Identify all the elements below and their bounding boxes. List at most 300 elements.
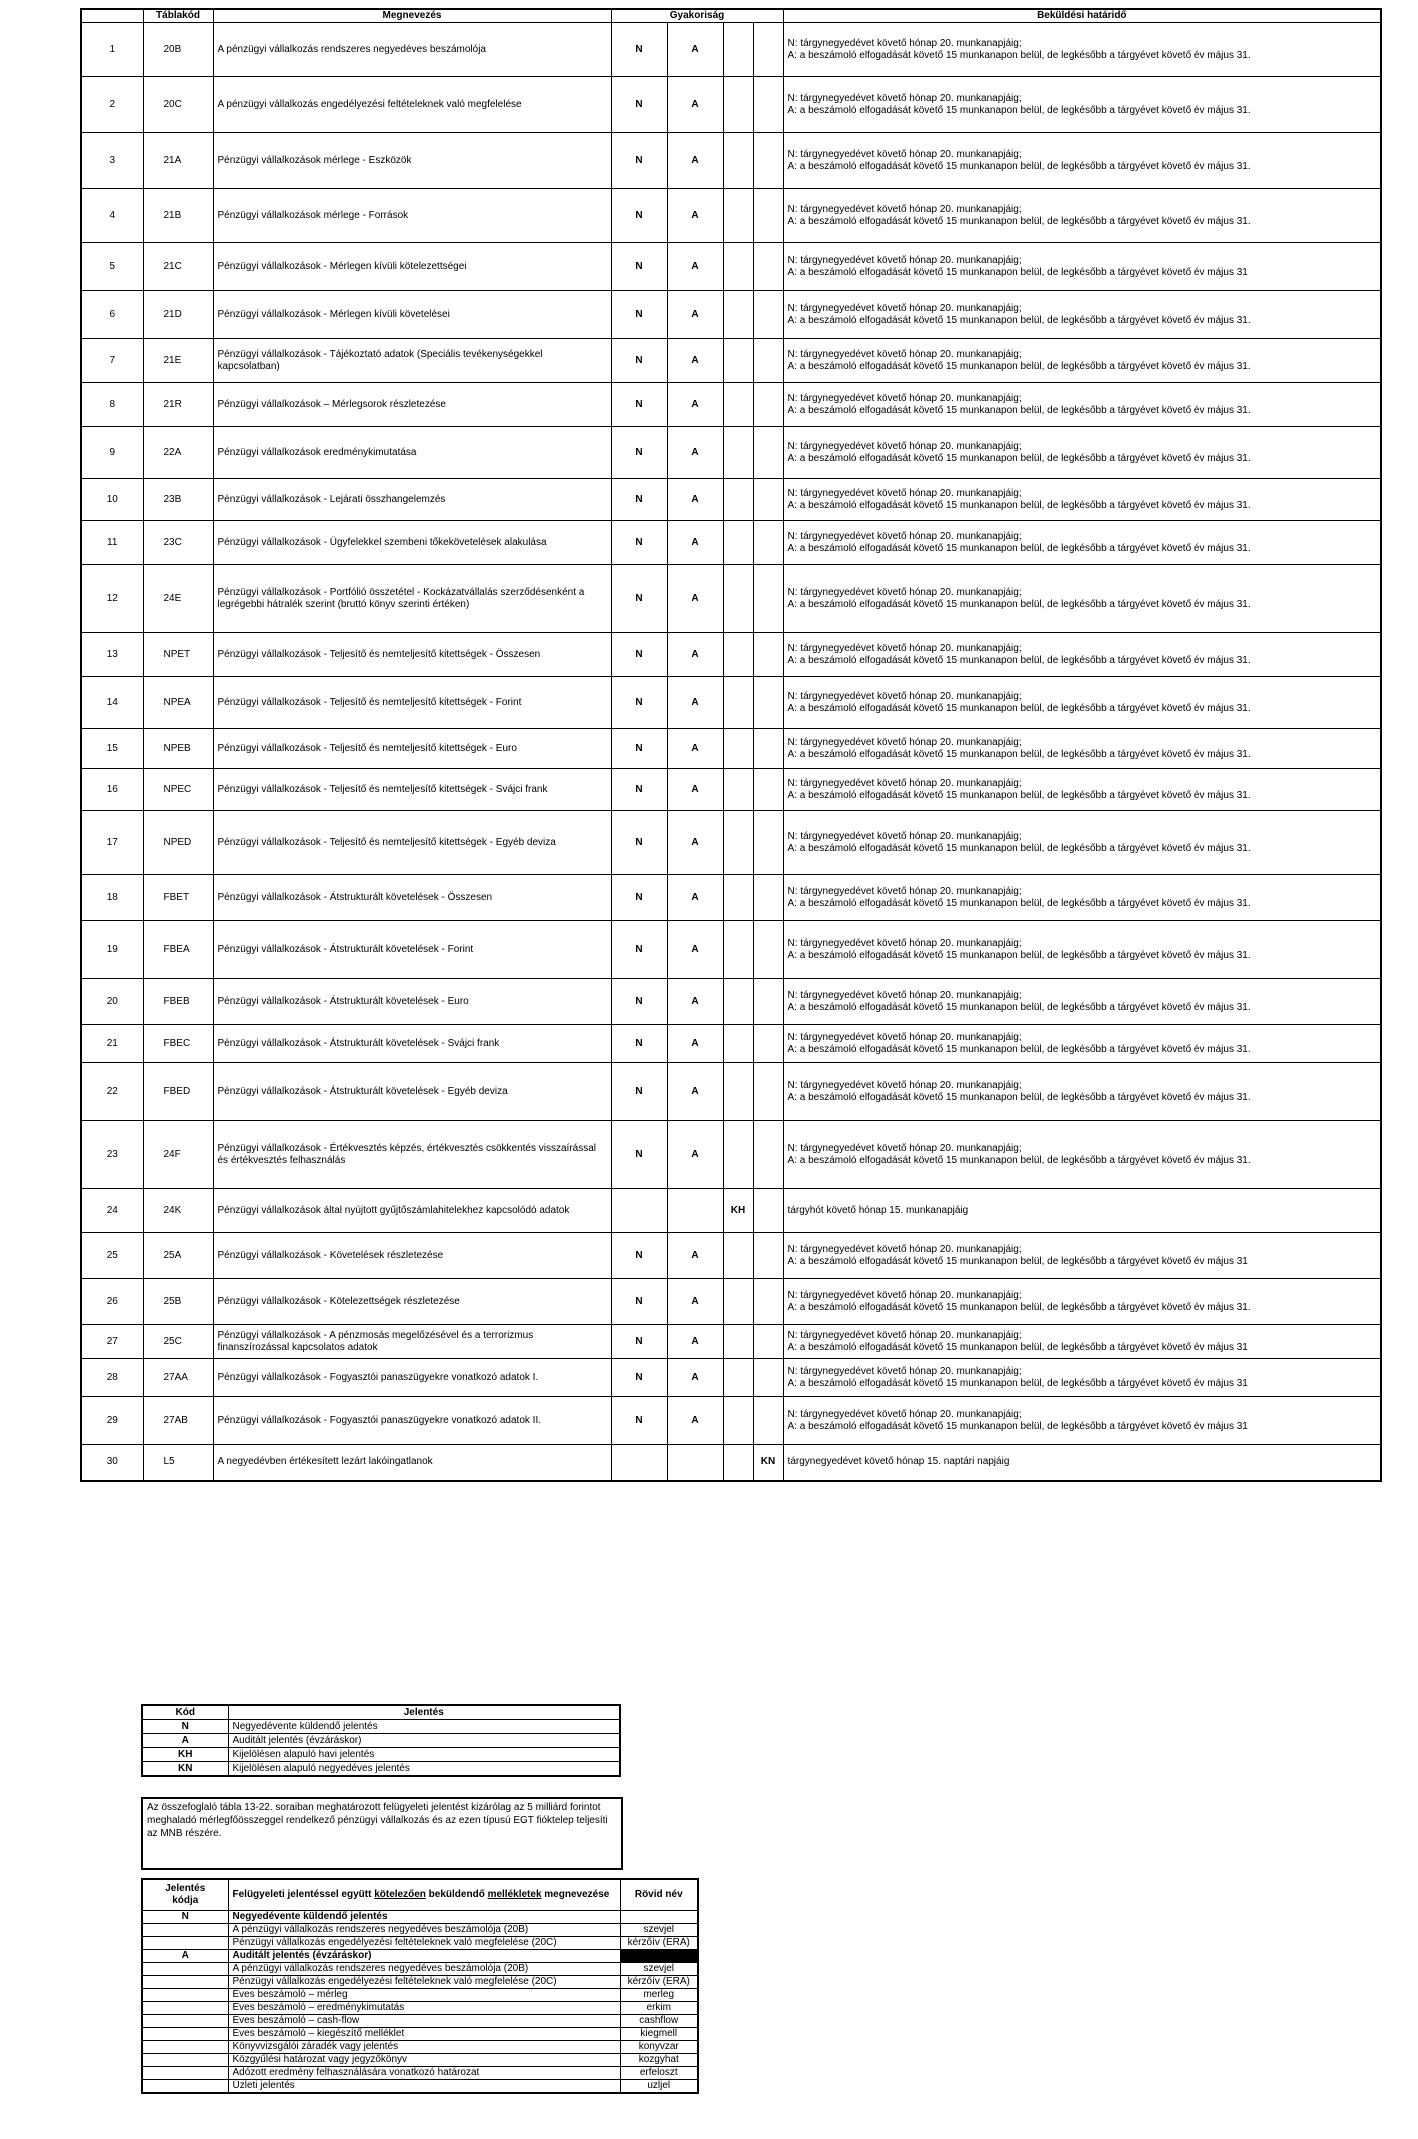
- table-name: Pénzügyi vállalkozások - Átstrukturált követelések - Összesen: [213, 875, 611, 921]
- frequency-kh: [723, 1025, 753, 1063]
- frequency-n: N: [611, 243, 667, 291]
- deadline-line-1: N: tárgynegyedévet követő hónap 20. munkanapjáig;: [787, 302, 1022, 314]
- frequency-a: A: [667, 1397, 723, 1445]
- deadline-cell: [783, 1325, 1381, 1359]
- table-name: Pénzügyi vállalkozások mérlege - Eszközök: [213, 133, 611, 189]
- row-number: 29: [81, 1397, 143, 1445]
- frequency-n: N: [611, 1325, 667, 1359]
- attachment-code: [142, 2041, 228, 2054]
- table-row: [81, 291, 1381, 339]
- deadline-line-2: A: a beszámoló elfogadását követő 15 munkanapon belül, de legkésőbb a tárgyévet követő év május 31.: [787, 654, 1251, 666]
- attachment-name: A pénzügyi vállalkozás rendszeres negyedéves beszámolója (20B): [228, 1924, 620, 1937]
- table-code: 22A: [143, 427, 213, 479]
- table-code: 20C: [143, 77, 213, 133]
- row-number: 5: [81, 243, 143, 291]
- table-name: Pénzügyi vállalkozások - Átstrukturált követelések - Svájci frank: [213, 1025, 611, 1063]
- note-box: [141, 1797, 623, 1870]
- deadline-cell: [783, 291, 1381, 339]
- table-name: Pénzügyi vállalkozások - Mérlegen kívüli kötelezettségei: [213, 243, 611, 291]
- table-name: Pénzügyi vállalkozások - Ügyfelekkel szembeni tőkekövetelések alakulása: [213, 521, 611, 565]
- deadline-line-2: A: a beszámoló elfogadását követő 15 munkanapon belül, de legkésőbb a tárgyévet követő év május 31.: [787, 1154, 1251, 1166]
- table-code: 21B: [143, 189, 213, 243]
- attachment-name: Pénzügyi vállalkozás engedélyezési feltételeknek való megfelelése (20C): [228, 1937, 620, 1950]
- table-code: 23C: [143, 521, 213, 565]
- frequency-kn: KN: [753, 1445, 783, 1481]
- attachments-header-rovid: Rövid név: [620, 1879, 698, 1911]
- table-row: [81, 875, 1381, 921]
- frequency-kh: [723, 1397, 753, 1445]
- frequency-kh: [723, 921, 753, 979]
- frequency-a: A: [667, 875, 723, 921]
- frequency-kh: [723, 339, 753, 383]
- row-number: 18: [81, 875, 143, 921]
- frequency-kh: [723, 77, 753, 133]
- attachment-short-name: merleg: [620, 1989, 698, 2002]
- deadline-line-1: N: tárgynegyedévet követő hónap 20. munkanapjáig;: [787, 92, 1022, 104]
- attachment-name: Éves beszámoló – cash-flow: [228, 2015, 620, 2028]
- frequency-kn: [753, 339, 783, 383]
- row-number: 23: [81, 1121, 143, 1189]
- attachments-section-row: [142, 1950, 698, 1963]
- attachment-short-name: uzljel: [620, 2080, 698, 2094]
- attachment-short-name: szevjel: [620, 1924, 698, 1937]
- legend-table: [141, 1704, 621, 1777]
- attachment-name: A pénzügyi vállalkozás rendszeres negyedéves beszámolója (20B): [228, 1963, 620, 1976]
- table-name: A negyedévben értékesített lezárt lakóingatlanok: [213, 1445, 611, 1481]
- deadline-cell: [783, 133, 1381, 189]
- frequency-kn: [753, 677, 783, 729]
- attachments-row: [142, 2015, 698, 2028]
- frequency-n: N: [611, 565, 667, 633]
- header-gyakorisag: Gyakoriság: [611, 9, 783, 23]
- legend-code: A: [142, 1734, 228, 1748]
- table-row: [81, 921, 1381, 979]
- frequency-n: N: [611, 875, 667, 921]
- legend-description: Auditált jelentés (évzáráskor): [228, 1734, 620, 1748]
- frequency-kn: [753, 23, 783, 77]
- frequency-a: A: [667, 1025, 723, 1063]
- row-number: 28: [81, 1359, 143, 1397]
- deadline-line-2: A: a beszámoló elfogadását követő 15 munkanapon belül, de legkésőbb a tárgyévet követő év május 31: [787, 1377, 1248, 1389]
- deadline-cell: [783, 729, 1381, 769]
- table-name: Pénzügyi vállalkozások - Portfólió összetétel - Kockázatvállalás szerződésenként a legrégebbi hátralék szerint (bruttó könyv szerinti értéken): [213, 565, 611, 633]
- frequency-a: A: [667, 521, 723, 565]
- attachment-code: [142, 1924, 228, 1937]
- frequency-a: A: [667, 979, 723, 1025]
- frequency-a: A: [667, 811, 723, 875]
- table-row: [81, 1279, 1381, 1325]
- deadline-cell: [783, 189, 1381, 243]
- frequency-kh: [723, 479, 753, 521]
- deadline-line-1: N: tárgynegyedévet követő hónap 20. munkanapjáig;: [787, 885, 1022, 897]
- attachments-row: [142, 1924, 698, 1937]
- table-name: Pénzügyi vállalkozások - Értékvesztés képzés, értékvesztés csökkentés visszaírással és értékvesztés felhasználás: [213, 1121, 611, 1189]
- deadline-cell: [783, 1121, 1381, 1189]
- table-header-row: [81, 9, 1381, 23]
- frequency-kn: [753, 875, 783, 921]
- frequency-kh: [723, 291, 753, 339]
- reporting-table: [80, 8, 1382, 1482]
- frequency-n: N: [611, 677, 667, 729]
- legend-header-kod: Kód: [142, 1705, 228, 1720]
- frequency-a: A: [667, 479, 723, 521]
- frequency-kn: [753, 729, 783, 769]
- frequency-kn: [753, 1233, 783, 1279]
- header-number: [81, 9, 143, 23]
- attachments-header-kod-line1: Jelentés: [165, 1883, 206, 1894]
- deadline-cell: [783, 1359, 1381, 1397]
- frequency-kn: [753, 565, 783, 633]
- deadline-cell: [783, 521, 1381, 565]
- frequency-kh: [723, 189, 753, 243]
- frequency-n: N: [611, 769, 667, 811]
- deadline-line-2: A: a beszámoló elfogadását követő 15 munkanapon belül, de legkésőbb a tárgyévet követő év május 31.: [787, 1301, 1251, 1313]
- attachments-row: [142, 2067, 698, 2080]
- deadline-cell: [783, 921, 1381, 979]
- deadline-line-2: A: a beszámoló elfogadását követő 15 munkanapon belül, de legkésőbb a tárgyévet követő év május 31.: [787, 789, 1251, 801]
- deadline-line-1: N: tárgynegyedévet követő hónap 20. munkanapjáig;: [787, 440, 1022, 452]
- table-code: 25B: [143, 1279, 213, 1325]
- frequency-n: N: [611, 427, 667, 479]
- table-code: L5: [143, 1445, 213, 1481]
- deadline-line-1: N: tárgynegyedévet követő hónap 20. munkanapjáig;: [787, 530, 1022, 542]
- frequency-a: [667, 1189, 723, 1233]
- table-name: Pénzügyi vállalkozások - Fogyasztói panaszügyekre vonatkozó adatok II.: [213, 1397, 611, 1445]
- frequency-kh: [723, 243, 753, 291]
- frequency-kh: [723, 23, 753, 77]
- frequency-kn: [753, 1063, 783, 1121]
- attachment-code: N: [142, 1911, 228, 1924]
- frequency-a: A: [667, 23, 723, 77]
- frequency-a: A: [667, 565, 723, 633]
- attachments-row: [142, 1963, 698, 1976]
- table-name: A pénzügyi vállalkozás rendszeres negyedéves beszámolója: [213, 23, 611, 77]
- table-row: [81, 1359, 1381, 1397]
- table-code: NPET: [143, 633, 213, 677]
- attachment-short-name: kiegmell: [620, 2028, 698, 2041]
- deadline-line-2: A: a beszámoló elfogadását követő 15 munkanapon belül, de legkésőbb a tárgyévet követő év május 31.: [787, 452, 1251, 464]
- frequency-a: A: [667, 189, 723, 243]
- attachments-header-row: [142, 1879, 698, 1911]
- row-number: 13: [81, 633, 143, 677]
- deadline-line-1: N: tárgynegyedévet követő hónap 20. munkanapjáig;: [787, 1289, 1022, 1301]
- deadline-line-1: N: tárgynegyedévet követő hónap 20. munkanapjáig;: [787, 989, 1022, 1001]
- frequency-n: N: [611, 1397, 667, 1445]
- table-row: [81, 133, 1381, 189]
- frequency-kn: [753, 479, 783, 521]
- attachments-header-underline2: mellékletek: [487, 1889, 542, 1900]
- deadline-line-2: A: a beszámoló elfogadását követő 15 munkanapon belül, de legkésőbb a tárgyévet követő év május 31.: [787, 49, 1251, 61]
- legend-description: Kijelölésen alapuló negyedéves jelentés: [228, 1762, 620, 1777]
- frequency-kh: KH: [723, 1189, 753, 1233]
- deadline-line-1: N: tárgynegyedévet követő hónap 20. munkanapjáig;: [787, 203, 1022, 215]
- frequency-kh: [723, 1359, 753, 1397]
- deadline-cell: [783, 1233, 1381, 1279]
- frequency-kh: [723, 677, 753, 729]
- table-row: [81, 479, 1381, 521]
- row-number: 12: [81, 565, 143, 633]
- deadline-line-1: N: tárgynegyedévet követő hónap 20. munkanapjáig;: [787, 937, 1022, 949]
- deadline-cell: [783, 339, 1381, 383]
- attachments-row: [142, 1976, 698, 1989]
- table-code: 21A: [143, 133, 213, 189]
- deadline-line-1: N: tárgynegyedévet követő hónap 20. munkanapjáig;: [787, 348, 1022, 360]
- frequency-a: A: [667, 729, 723, 769]
- frequency-kn: [753, 811, 783, 875]
- deadline-line-2: A: a beszámoló elfogadását követő 15 munkanapon belül, de legkésőbb a tárgyévet követő év május 31: [787, 1341, 1248, 1353]
- frequency-n: N: [611, 1121, 667, 1189]
- table-row: [81, 189, 1381, 243]
- table-code: NPEA: [143, 677, 213, 729]
- table-name: Pénzügyi vállalkozások - Átstrukturált követelések - Euro: [213, 979, 611, 1025]
- table-name: Pénzügyi vállalkozások - Fogyasztói panaszügyekre vonatkozó adatok I.: [213, 1359, 611, 1397]
- attachment-name: Könyvvizsgálói záradék vagy jelentés: [228, 2041, 620, 2054]
- table-row: [81, 1063, 1381, 1121]
- deadline-cell: [783, 77, 1381, 133]
- deadline-line-1: N: tárgynegyedévet követő hónap 20. munkanapjáig;: [787, 487, 1022, 499]
- deadline-line-1: N: tárgynegyedévet követő hónap 20. munkanapjáig;: [787, 777, 1022, 789]
- table-name: Pénzügyi vállalkozások - Mérlegen kívüli követelései: [213, 291, 611, 339]
- deadline-line-1: N: tárgynegyedévet követő hónap 20. munkanapjáig;: [787, 1142, 1022, 1154]
- table-code: FBEC: [143, 1025, 213, 1063]
- legend-description: Negyedévente küldendő jelentés: [228, 1720, 620, 1734]
- frequency-a: A: [667, 769, 723, 811]
- frequency-n: N: [611, 339, 667, 383]
- attachment-name: Üzleti jelentés: [228, 2080, 620, 2094]
- table-name: Pénzügyi vállalkozások - Teljesítő és nemteljesítő kitettségek - Egyéb deviza: [213, 811, 611, 875]
- deadline-line-1: N: tárgynegyedévet követő hónap 20. munkanapjáig;: [787, 1243, 1022, 1255]
- frequency-a: A: [667, 427, 723, 479]
- frequency-a: A: [667, 243, 723, 291]
- attachment-short-name: konyvzar: [620, 2041, 698, 2054]
- frequency-kn: [753, 133, 783, 189]
- legend-header-jelentes: Jelentés: [228, 1705, 620, 1720]
- attachment-code: [142, 2067, 228, 2080]
- deadline-line-1: N: tárgynegyedévet követő hónap 20. munkanapjáig;: [787, 37, 1022, 49]
- table-row: [81, 1121, 1381, 1189]
- row-number: 17: [81, 811, 143, 875]
- row-number: 19: [81, 921, 143, 979]
- frequency-a: A: [667, 921, 723, 979]
- table-name: Pénzügyi vállalkozások által nyújtott gyűjtőszámlahitelekhez kapcsolódó adatok: [213, 1189, 611, 1233]
- frequency-a: A: [667, 1279, 723, 1325]
- attachment-short-name: szevjel: [620, 1963, 698, 1976]
- deadline-line-1: tárgynegyedévet követő hónap 15. naptári napjáig: [787, 1456, 1010, 1468]
- frequency-n: [611, 1189, 667, 1233]
- deadline-cell: [783, 875, 1381, 921]
- table-name: Pénzügyi vállalkozások - Követelések részletezése: [213, 1233, 611, 1279]
- attachment-short-name: [620, 1950, 698, 1963]
- deadline-line-1: N: tárgynegyedévet követő hónap 20. munkanapjáig;: [787, 1329, 1022, 1341]
- header-megnevezes: Megnevezés: [213, 9, 611, 23]
- frequency-kh: [723, 1325, 753, 1359]
- attachment-name: Auditált jelentés (évzáráskor): [228, 1950, 620, 1963]
- frequency-kn: [753, 769, 783, 811]
- table-code: 25C: [143, 1325, 213, 1359]
- deadline-cell: [783, 1445, 1381, 1481]
- row-number: 15: [81, 729, 143, 769]
- frequency-kn: [753, 189, 783, 243]
- table-code: NPEC: [143, 769, 213, 811]
- frequency-n: N: [611, 1025, 667, 1063]
- frequency-n: N: [611, 23, 667, 77]
- deadline-cell: [783, 243, 1381, 291]
- frequency-kn: [753, 243, 783, 291]
- table-code: 27AA: [143, 1359, 213, 1397]
- frequency-n: N: [611, 1233, 667, 1279]
- row-number: 9: [81, 427, 143, 479]
- attachments-row: [142, 1937, 698, 1950]
- frequency-kn: [753, 633, 783, 677]
- row-number: 24: [81, 1189, 143, 1233]
- deadline-cell: [783, 23, 1381, 77]
- deadline-cell: [783, 479, 1381, 521]
- deadline-line-2: A: a beszámoló elfogadását követő 15 munkanapon belül, de legkésőbb a tárgyévet követő év május 31.: [787, 1091, 1251, 1103]
- deadline-line-2: A: a beszámoló elfogadását követő 15 munkanapon belül, de legkésőbb a tárgyévet követő év május 31.: [787, 1001, 1251, 1013]
- frequency-kh: [723, 633, 753, 677]
- deadline-line-2: A: a beszámoló elfogadását követő 15 munkanapon belül, de legkésőbb a tárgyévet követő év május 31.: [787, 702, 1251, 714]
- attachments-row: [142, 2041, 698, 2054]
- frequency-n: N: [611, 189, 667, 243]
- legend-row: [142, 1734, 620, 1748]
- frequency-n: N: [611, 633, 667, 677]
- table-name: Pénzügyi vállalkozások mérlege - Források: [213, 189, 611, 243]
- deadline-cell: [783, 1063, 1381, 1121]
- row-number: 26: [81, 1279, 143, 1325]
- deadline-line-2: A: a beszámoló elfogadását követő 15 munkanapon belül, de legkésőbb a tárgyévet követő év május 31.: [787, 1043, 1251, 1055]
- deadline-line-2: A: a beszámoló elfogadását követő 15 munkanapon belül, de legkésőbb a tárgyévet követő év május 31.: [787, 842, 1251, 854]
- table-code: 21R: [143, 383, 213, 427]
- header-bekuldesi: Beküldési határidő: [783, 9, 1381, 23]
- attachment-short-name: erkim: [620, 2002, 698, 2015]
- deadline-line-1: N: tárgynegyedévet követő hónap 20. munkanapjáig;: [787, 830, 1022, 842]
- frequency-a: A: [667, 1121, 723, 1189]
- frequency-kh: [723, 565, 753, 633]
- attachment-code: [142, 1963, 228, 1976]
- deadline-cell: [783, 565, 1381, 633]
- frequency-kh: [723, 1445, 753, 1481]
- table-code: 24F: [143, 1121, 213, 1189]
- table-name: Pénzügyi vállalkozások - Teljesítő és nemteljesítő kitettségek - Svájci frank: [213, 769, 611, 811]
- attachment-name: Éves beszámoló – mérleg: [228, 1989, 620, 2002]
- deadline-line-2: A: a beszámoló elfogadását követő 15 munkanapon belül, de legkésőbb a tárgyévet követő év május 31.: [787, 499, 1251, 511]
- table-code: 25A: [143, 1233, 213, 1279]
- row-number: 20: [81, 979, 143, 1025]
- frequency-a: A: [667, 677, 723, 729]
- frequency-a: A: [667, 133, 723, 189]
- deadline-line-1: N: tárgynegyedévet követő hónap 20. munkanapjáig;: [787, 1408, 1022, 1420]
- deadline-cell: [783, 633, 1381, 677]
- deadline-line-2: A: a beszámoló elfogadását követő 15 munkanapon belül, de legkésőbb a tárgyévet követő év május 31.: [787, 949, 1251, 961]
- attachments-header-megnevezes: [228, 1879, 620, 1911]
- attachment-name: Pénzügyi vállalkozás engedélyezési feltételeknek való megfelelése (20C): [228, 1976, 620, 1989]
- table-row: [81, 729, 1381, 769]
- deadline-line-2: A: a beszámoló elfogadását követő 15 munkanapon belül, de legkésőbb a tárgyévet követő év május 31: [787, 1420, 1248, 1432]
- table-row: [81, 1397, 1381, 1445]
- table-row: [81, 1445, 1381, 1481]
- deadline-line-2: A: a beszámoló elfogadását követő 15 munkanapon belül, de legkésőbb a tárgyévet követő év május 31.: [787, 104, 1251, 116]
- attachment-code: [142, 2028, 228, 2041]
- row-number: 6: [81, 291, 143, 339]
- table-row: [81, 339, 1381, 383]
- frequency-a: A: [667, 1325, 723, 1359]
- frequency-n: N: [611, 479, 667, 521]
- table-name: Pénzügyi vállalkozások - Átstrukturált követelések - Egyéb deviza: [213, 1063, 611, 1121]
- table-name: Pénzügyi vállalkozások - Kötelezettségek részletezése: [213, 1279, 611, 1325]
- frequency-kn: [753, 1279, 783, 1325]
- frequency-n: N: [611, 133, 667, 189]
- row-number: 22: [81, 1063, 143, 1121]
- frequency-kn: [753, 521, 783, 565]
- attachments-section-row: [142, 1911, 698, 1924]
- frequency-kn: [753, 1397, 783, 1445]
- deadline-line-1: N: tárgynegyedévet követő hónap 20. munkanapjáig;: [787, 736, 1022, 748]
- attachment-name: Éves beszámoló – eredménykimutatás: [228, 2002, 620, 2015]
- deadline-cell: [783, 1279, 1381, 1325]
- table-row: [81, 23, 1381, 77]
- attachment-code: [142, 2054, 228, 2067]
- frequency-kh: [723, 769, 753, 811]
- attachments-row: [142, 2028, 698, 2041]
- attachment-code: [142, 1976, 228, 1989]
- table-row: [81, 521, 1381, 565]
- deadline-cell: [783, 979, 1381, 1025]
- deadline-cell: [783, 1189, 1381, 1233]
- row-number: 8: [81, 383, 143, 427]
- row-number: 10: [81, 479, 143, 521]
- table-code: 24E: [143, 565, 213, 633]
- attachments-header-kod-line2: kódja: [172, 1895, 199, 1906]
- table-name: A pénzügyi vállalkozás engedélyezési feltételeknek való megfelelése: [213, 77, 611, 133]
- deadline-cell: [783, 1025, 1381, 1063]
- frequency-a: A: [667, 383, 723, 427]
- table-row: [81, 243, 1381, 291]
- header-tablakod: Táblakód: [143, 9, 213, 23]
- table-code: 21D: [143, 291, 213, 339]
- attachment-name: Éves beszámoló – kiegészítő melléklet: [228, 2028, 620, 2041]
- table-row: [81, 565, 1381, 633]
- attachment-code: [142, 2080, 228, 2094]
- row-number: 25: [81, 1233, 143, 1279]
- frequency-n: N: [611, 291, 667, 339]
- note-text: Az összefoglaló tábla 13-22. soraiban meghatározott felügyeleti jelentést kizárólag az 5 milliárd forintot meghaladó mérlegfőösszeggel rendelkező pénzügyi vállalkozás és az ezen típusú EGT fióktelep teljesíti az MNB részére.: [147, 1802, 608, 1839]
- table-code: NPEB: [143, 729, 213, 769]
- attachment-name: Közgyűlési határozat vagy jegyzőkönyv: [228, 2054, 620, 2067]
- frequency-kn: [753, 77, 783, 133]
- frequency-kn: [753, 979, 783, 1025]
- deadline-line-2: A: a beszámoló elfogadását követő 15 munkanapon belül, de legkésőbb a tárgyévet követő év május 31.: [787, 160, 1251, 172]
- frequency-kn: [753, 1325, 783, 1359]
- attachments-row: [142, 1989, 698, 2002]
- deadline-line-2: A: a beszámoló elfogadását követő 15 munkanapon belül, de legkésőbb a tárgyévet követő év május 31: [787, 1255, 1248, 1267]
- frequency-kn: [753, 1189, 783, 1233]
- legend-row: [142, 1720, 620, 1734]
- attachment-code: [142, 2015, 228, 2028]
- table-name: Pénzügyi vállalkozások - Átstrukturált követelések - Forint: [213, 921, 611, 979]
- row-number: 4: [81, 189, 143, 243]
- row-number: 7: [81, 339, 143, 383]
- attachment-code: A: [142, 1950, 228, 1963]
- table-code: 21C: [143, 243, 213, 291]
- table-code: 21E: [143, 339, 213, 383]
- attachments-header-kod: [142, 1879, 228, 1911]
- frequency-a: A: [667, 1063, 723, 1121]
- legend-row: [142, 1762, 620, 1777]
- attachment-short-name: kérzőív (ERA): [620, 1937, 698, 1950]
- frequency-a: A: [667, 1233, 723, 1279]
- attachment-short-name: kozgyhat: [620, 2054, 698, 2067]
- frequency-n: N: [611, 729, 667, 769]
